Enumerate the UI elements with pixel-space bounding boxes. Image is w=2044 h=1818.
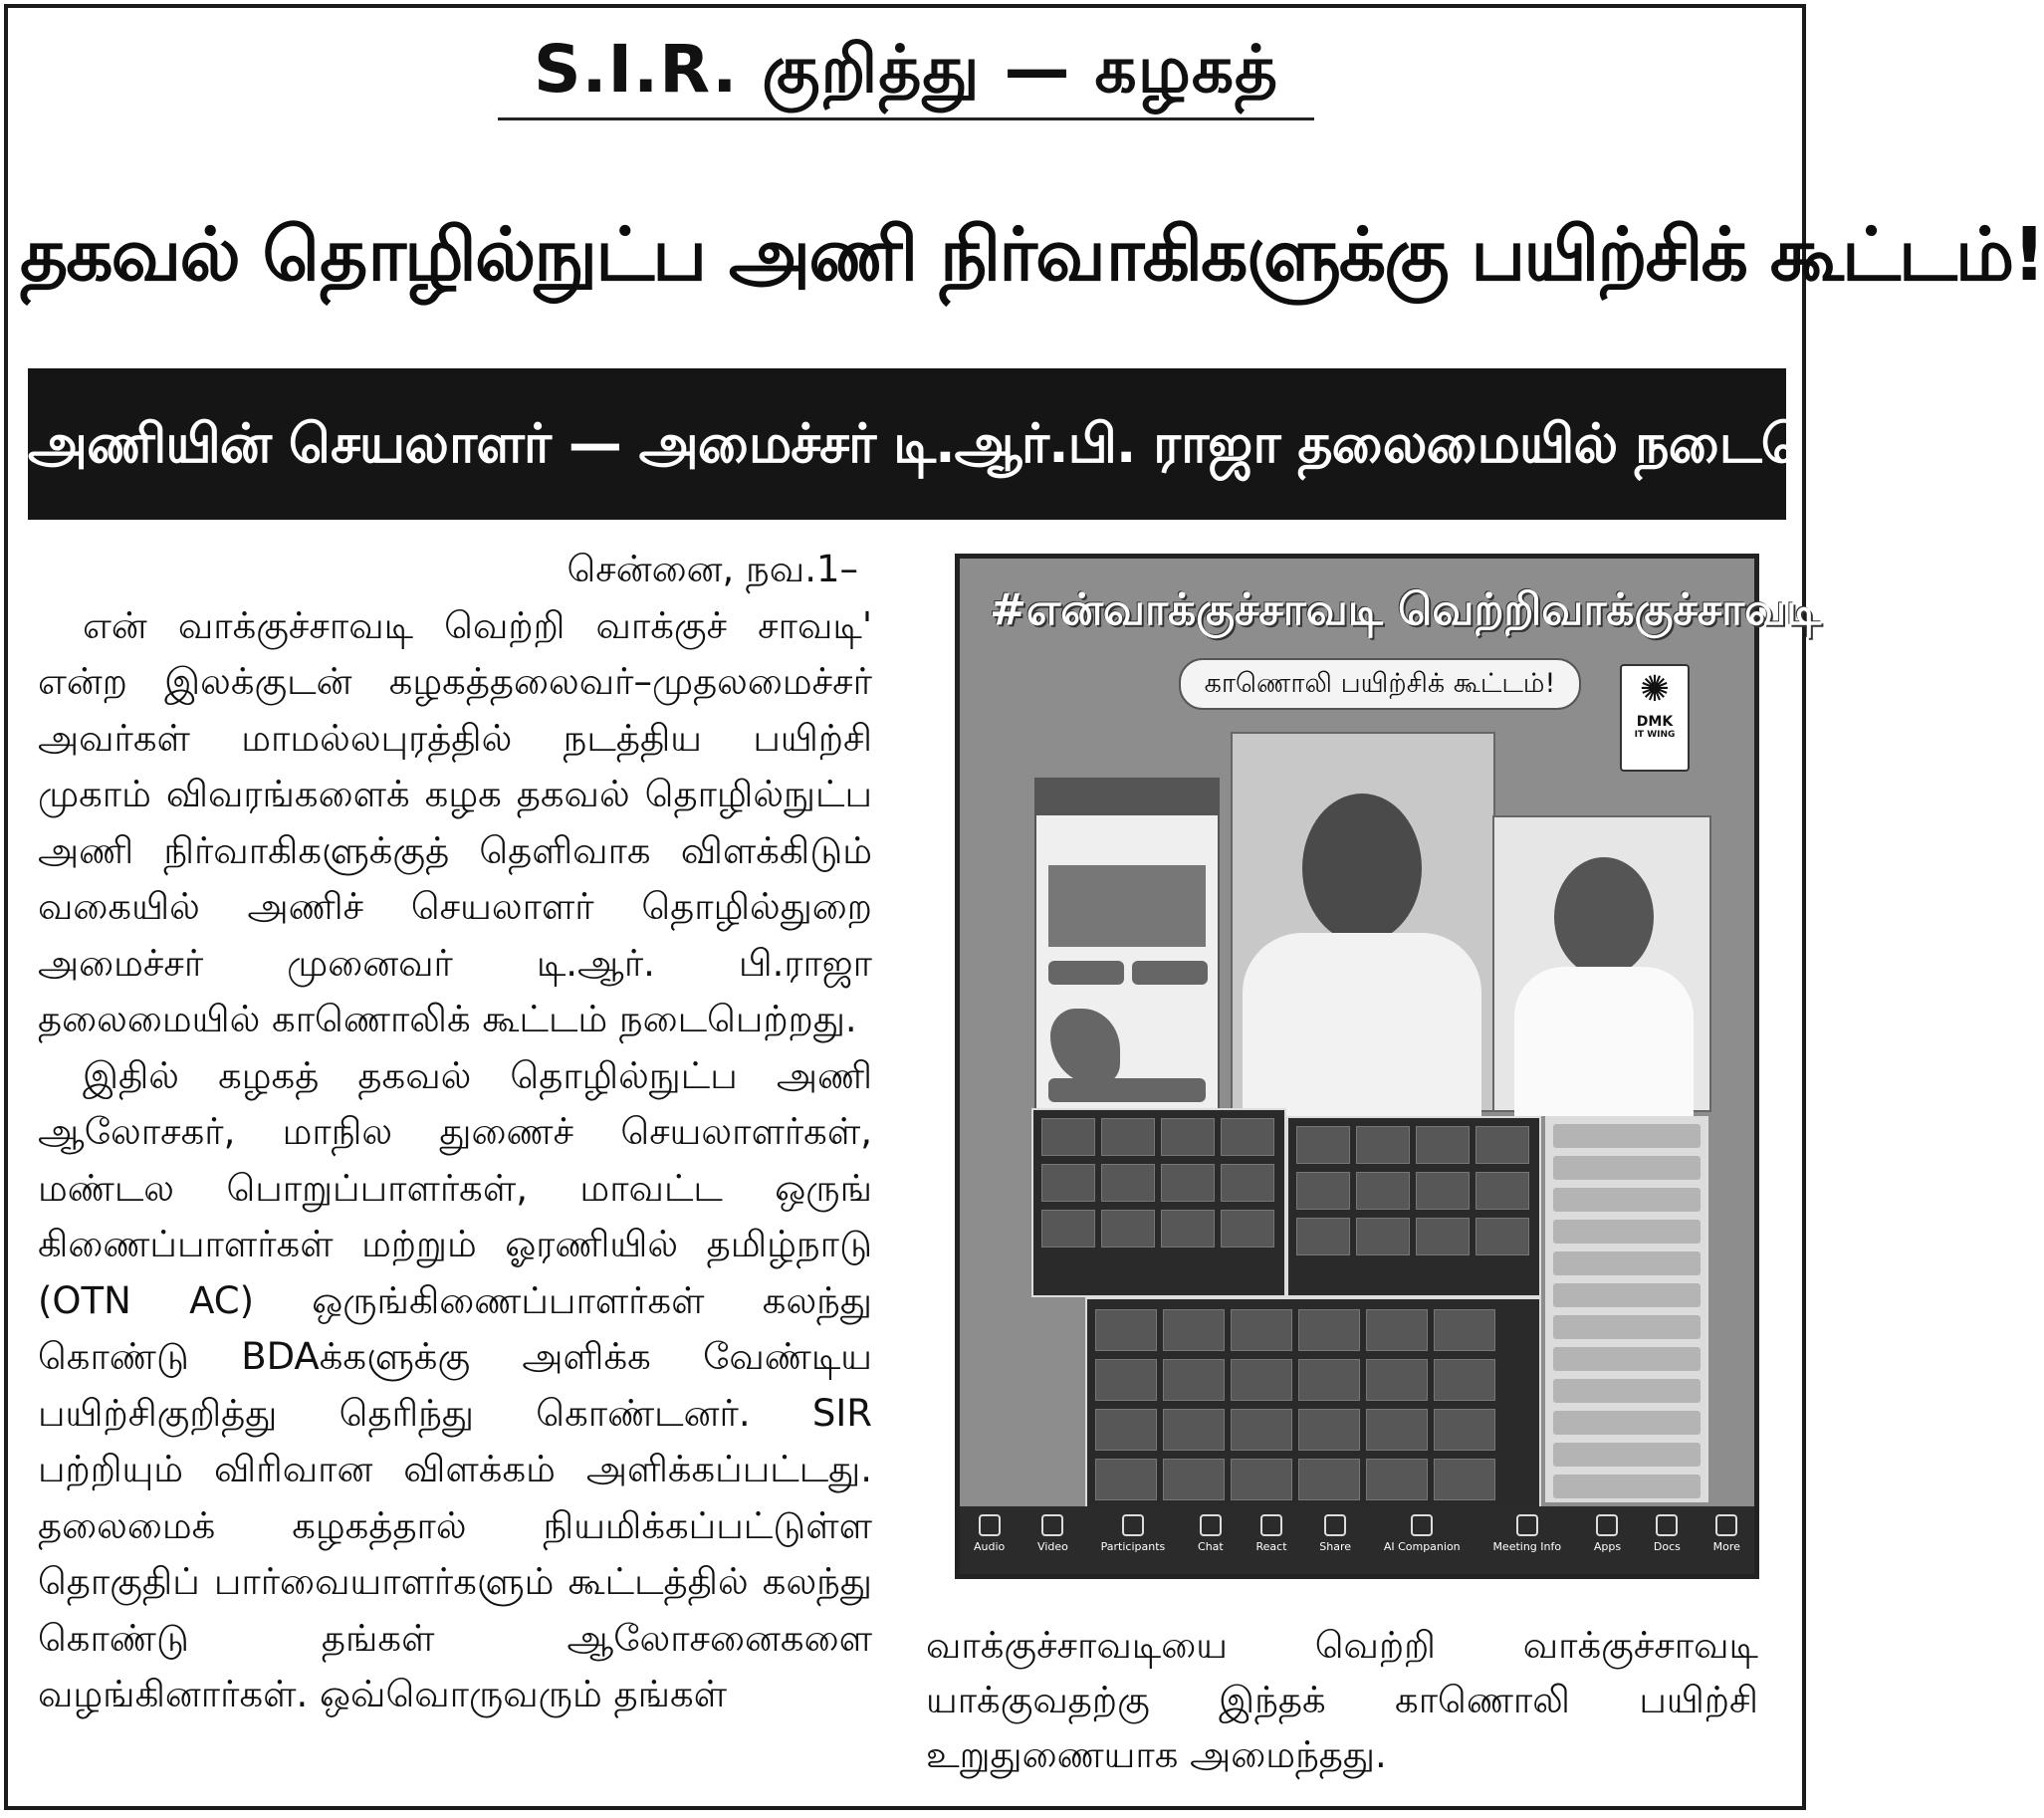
participant-tile xyxy=(1095,1409,1157,1451)
toolbar-label: React xyxy=(1255,1540,1287,1553)
participant-list-row xyxy=(1553,1283,1701,1307)
participant-list-row xyxy=(1553,1379,1701,1403)
participant-tile xyxy=(1221,1164,1274,1202)
headline: தகவல் தொழில்நுட்ப அணி நிர்வாகிகளுக்கு பயிற்சிக் கூட்டம்! xyxy=(20,212,2044,298)
camera-icon xyxy=(1041,1514,1063,1536)
participant-list-row xyxy=(1553,1188,1701,1212)
body-paragraph: இதில் கழகத் தகவல் தொழில்நுட்ப அணி ஆலோசகர், மாநில துணைச் செயலாளர்கள், மண்டல பொறுப்பாளர்கள், மாவட்ட ஒருங் கிணைப்பாளர்கள் மற்றும் ஓரணியில் தமிழ்நாடு (OTN AC) ஒருங்கிணைப்பாளர்கள் கலந்து கொண்டு BDAக்களுக்கு அளிக்க வேண்டிய பயிற்சிகுறித்து தெரிந்து கொண்டனர். SIR பற்றியும் விரிவான விளக்கம் அளிக்கப்பட்டது. தலைமைக் கழகத்தால் நியமிக்கப்பட்டுள்ள தொகுதிப் பார்வையாளர்களும் கூட்டத்தில் கலந்து கொண்டு தங்கள் ஆலோசனைகளை வழங்கினார்கள். ஒவ்வொருவரும் தங்கள் xyxy=(38,1053,872,1715)
participant-list-row xyxy=(1553,1156,1701,1180)
apps-icon xyxy=(1596,1514,1618,1536)
document-icon xyxy=(1656,1514,1678,1536)
toolbar-label: Chat xyxy=(1198,1540,1224,1553)
participant-tile xyxy=(1231,1359,1292,1401)
participant-gallery xyxy=(1085,1297,1541,1514)
participant-tile xyxy=(1416,1172,1470,1210)
subheadline-bar: அணியின் செயலாளர் — அமைச்சர் டி.ஆர்.பி. ராஜா தலைமையில் நடைபெற்றது! xyxy=(28,368,1786,520)
video-meeting-photo xyxy=(955,554,1822,1579)
sparkle-icon xyxy=(1411,1514,1433,1536)
participant-tile xyxy=(1298,1359,1360,1401)
participant-tile xyxy=(1231,1309,1292,1351)
photo-hashtag: #என்வாக்குச்சாவடி வெற்றிவாக்குச்சாவடி xyxy=(990,584,1822,635)
participant-tile xyxy=(1163,1359,1225,1401)
more-button xyxy=(1713,1506,1740,1574)
participant-list-row xyxy=(1553,1124,1701,1148)
logo-emblem-icon: ✺ xyxy=(1639,669,1671,710)
apps-button xyxy=(1594,1506,1621,1574)
person-head xyxy=(1302,794,1422,943)
participant-list-row xyxy=(1553,1220,1701,1244)
participant-tile xyxy=(1161,1118,1215,1156)
participant-tile xyxy=(1101,1164,1155,1202)
audio-button xyxy=(974,1506,1005,1574)
app-banner-image xyxy=(1048,865,1206,947)
toolbar-label: More xyxy=(1712,1540,1740,1553)
participant-tile xyxy=(1095,1459,1157,1500)
heart-icon xyxy=(1260,1514,1282,1536)
body-paragraph: என் வாக்குச்சாவடி வெற்றி வாக்குச் சாவடி' என்ற இலக்குடன் கழகத்தலைவர்–முதலமைச்சர் அவர்கள் மாமல்லபுரத்தில் நடத்திய பயிற்சி முகாம் விவரங்களைக் கழக தகவல் தொழில்நுட்ப அணி நிர்வாகிகளுக்குத் தெளிவாக விளக்கிடும் வகையில் அணிச் செயலாளர் தொழில்துறை அமைச்சர் முனைவர் டி.ஆர். பி.ராஜா தலைமையில் காணொலிக் கூட்டம் நடைபெற்றது. xyxy=(38,603,872,1040)
participants-button xyxy=(1101,1506,1166,1574)
participant-tile xyxy=(1163,1459,1225,1500)
participant-tile xyxy=(1416,1218,1470,1255)
person-body xyxy=(1514,967,1694,1116)
participant-list-row xyxy=(1553,1443,1701,1467)
article-body-left-column xyxy=(38,542,872,1723)
participant-list-row xyxy=(1553,1475,1701,1498)
participant-tile xyxy=(1221,1210,1274,1248)
participant-video-tile xyxy=(1492,815,1711,1112)
toolbar-label: Participants xyxy=(1100,1540,1166,1553)
participant-tile xyxy=(1101,1118,1155,1156)
app-screenshot xyxy=(1034,778,1220,1120)
participant-tile xyxy=(1163,1409,1225,1451)
participant-list-row xyxy=(1553,1411,1701,1435)
participant-tile xyxy=(1366,1409,1428,1451)
participant-tile xyxy=(1041,1118,1095,1156)
participant-tile xyxy=(1095,1359,1157,1401)
docs-button xyxy=(1654,1506,1681,1574)
person-head xyxy=(1554,857,1654,977)
chat-icon xyxy=(1200,1514,1222,1536)
speaker-video-tile xyxy=(1231,732,1495,1112)
participant-tile xyxy=(1476,1126,1529,1164)
participant-tile xyxy=(1041,1210,1095,1248)
participant-tile xyxy=(1356,1172,1410,1210)
map-image xyxy=(1050,1009,1120,1084)
dateline: சென்னை, நவ.1– xyxy=(567,548,858,590)
info-icon xyxy=(1516,1514,1538,1536)
toolbar-label: Meeting Info xyxy=(1492,1540,1562,1553)
toolbar-label: Video xyxy=(1037,1540,1068,1553)
participant-tile xyxy=(1231,1409,1292,1451)
video-button xyxy=(1037,1506,1068,1574)
dmk-it-wing-logo xyxy=(1620,664,1690,772)
participant-tile xyxy=(1366,1309,1428,1351)
participant-tile xyxy=(1041,1164,1095,1202)
toolbar-label: Share xyxy=(1319,1540,1352,1553)
share-button xyxy=(1319,1506,1351,1574)
participant-list-panel xyxy=(1545,1116,1708,1502)
participant-tile xyxy=(1356,1218,1410,1255)
logo-subtext: IT WING xyxy=(1634,730,1676,740)
participant-tile xyxy=(1221,1118,1274,1156)
meeting-info-button xyxy=(1492,1506,1561,1574)
participant-tile xyxy=(1095,1309,1157,1351)
ai-companion-button xyxy=(1384,1506,1461,1574)
participant-list-row xyxy=(1553,1347,1701,1371)
logo-text: DMK xyxy=(1636,714,1674,730)
meeting-toolbar xyxy=(960,1506,1754,1574)
more-icon xyxy=(1715,1514,1737,1536)
article-body-right-column xyxy=(926,1618,1758,1782)
chat-button xyxy=(1198,1506,1224,1574)
participant-gallery xyxy=(1031,1108,1286,1297)
toolbar-label: Docs xyxy=(1653,1540,1681,1553)
participant-tile xyxy=(1434,1459,1495,1500)
share-icon xyxy=(1324,1514,1346,1536)
photo-banner: காணொலி பயிற்சிக் கூட்டம்! xyxy=(1179,658,1581,710)
participant-tile xyxy=(1296,1172,1350,1210)
react-button xyxy=(1256,1506,1287,1574)
participant-tile xyxy=(1296,1218,1350,1255)
toolbar-label: AI Companion xyxy=(1383,1540,1461,1553)
participant-tile xyxy=(1163,1309,1225,1351)
participant-tile xyxy=(1356,1126,1410,1164)
participant-tile xyxy=(1298,1309,1360,1351)
participant-tile xyxy=(1161,1164,1215,1202)
toolbar-label: Apps xyxy=(1593,1540,1622,1553)
app-button xyxy=(1048,961,1124,985)
participant-tile xyxy=(1161,1210,1215,1248)
people-icon xyxy=(1122,1514,1144,1536)
microphone-icon xyxy=(979,1514,1001,1536)
participant-tile xyxy=(1434,1359,1495,1401)
participant-tile xyxy=(1101,1210,1155,1248)
participant-tile xyxy=(1366,1359,1428,1401)
participant-tile xyxy=(1476,1172,1529,1210)
participant-tile xyxy=(1416,1126,1470,1164)
kicker-heading: S.I.R. குறித்து — கழகத் xyxy=(498,22,1314,120)
participant-tile xyxy=(1231,1459,1292,1500)
participant-tile xyxy=(1476,1218,1529,1255)
app-button xyxy=(1048,1078,1206,1102)
body-continuation: வாக்குச்சாவடியை வெற்றி வாக்குச்சாவடி யாக்குவதற்கு இந்தக் காணொலி பயிற்சி உறுதுணையாக அமைந்தது. xyxy=(926,1624,1758,1776)
participant-tile xyxy=(1298,1409,1360,1451)
app-header xyxy=(1036,780,1218,815)
person-body xyxy=(1243,933,1481,1122)
participant-list-row xyxy=(1553,1315,1701,1339)
participant-tile xyxy=(1298,1459,1360,1500)
toolbar-label: Audio xyxy=(974,1540,1006,1553)
participant-tile xyxy=(1434,1309,1495,1351)
app-button xyxy=(1132,961,1208,985)
participant-tile xyxy=(1366,1459,1428,1500)
participant-list-row xyxy=(1553,1251,1701,1275)
participant-tile xyxy=(1434,1409,1495,1451)
participant-gallery xyxy=(1286,1116,1541,1297)
participant-tile xyxy=(1296,1126,1350,1164)
